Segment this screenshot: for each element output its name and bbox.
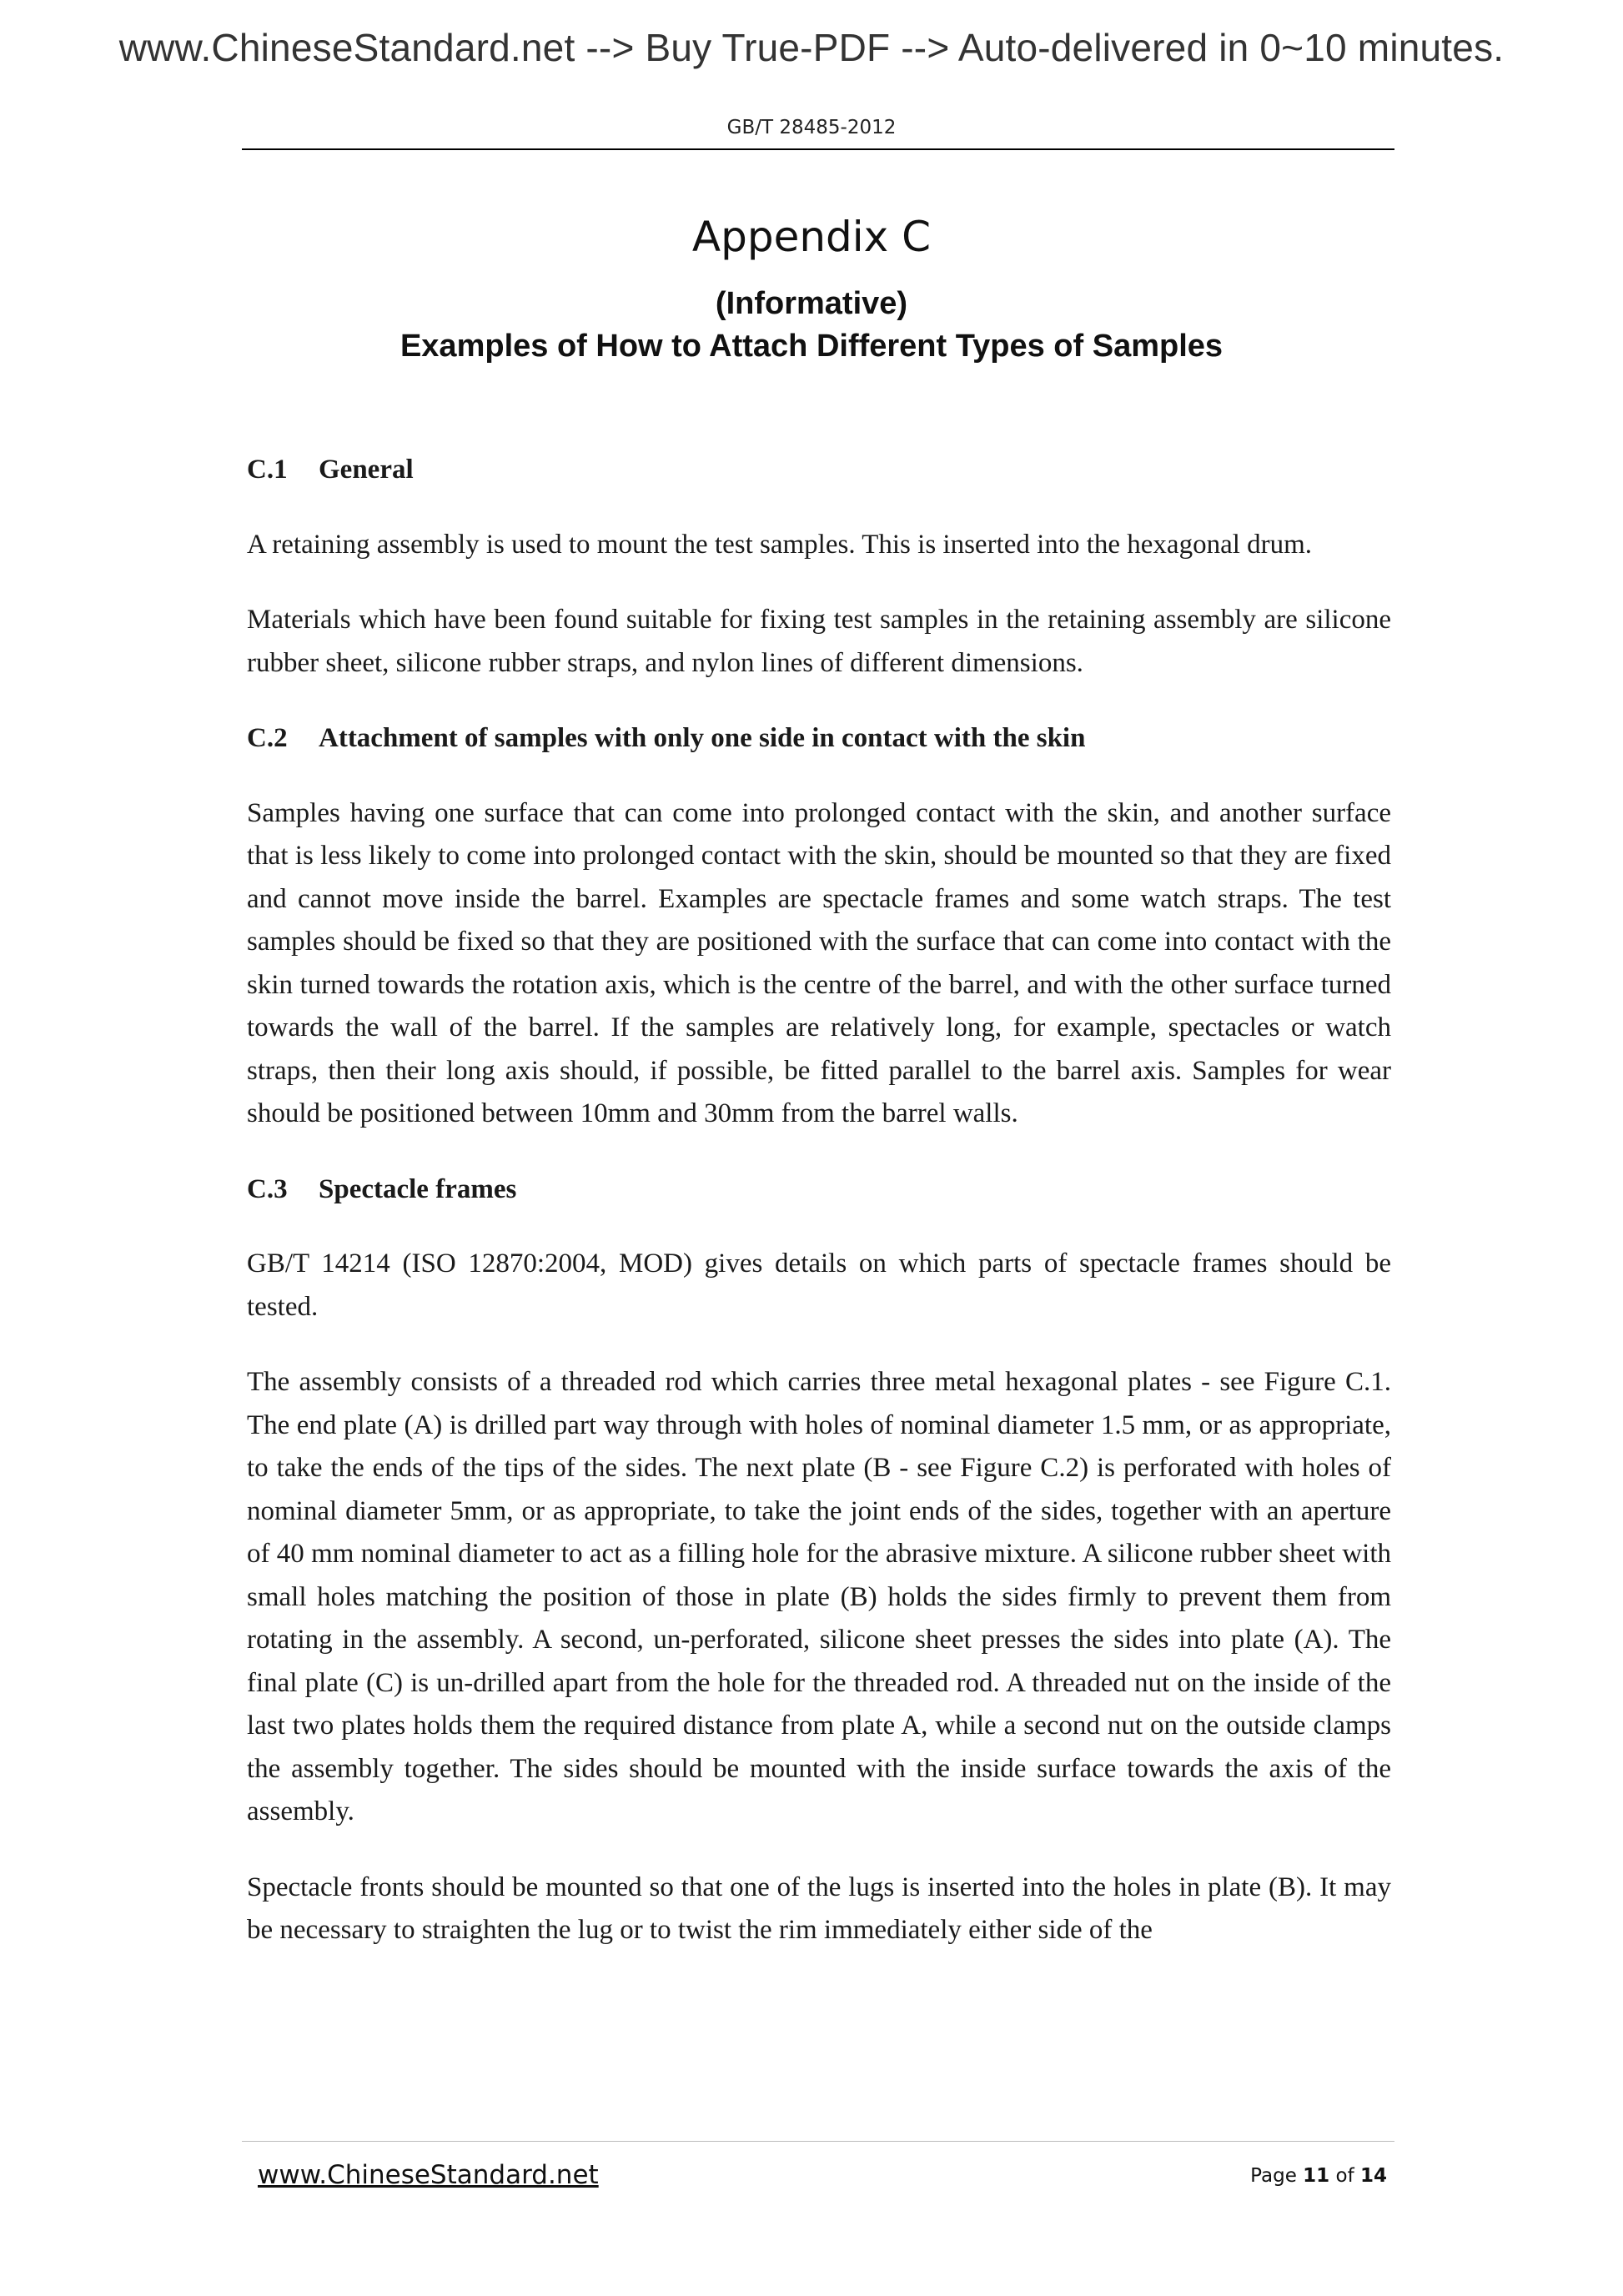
section-heading — [247, 717, 1391, 761]
header-divider — [242, 148, 1394, 150]
footer-divider — [242, 2141, 1394, 2142]
section-title: Attachment of samples with only one side in contact with the skin — [319, 723, 1086, 753]
section-heading — [247, 449, 1391, 492]
section-title: Spectacle frames — [319, 1173, 517, 1204]
paragraph: The assembly consists of a threaded rod which carries three metal hexagonal plates - see Figure C.1. The end plate (A) is drilled part way through with holes of nominal diameter 1.5 mm, or as appropriate, to take the ends of the tips of the sides. The next plate (B - see Figure C.2) is perforated with holes of nominal diameter 5mm, or as appropriate, to take the joint ends of the sides, together with an aperture of 40 mm nominal diameter to act as a filling hole for the abrasive mixture. A silicone rubber sheet with small holes matching the position of those in plate (B) holds the sides firmly to prevent them from rotating in the assembly. A second, un-perforated, silicone sheet presses the sides into plate (A). The final plate (C) is un-drilled apart from the hole for the threaded rod. A threaded nut on the inside of the last two plates holds them the required distance from plate A, while a second nut on the outside clamps the assembly together. The sides should be mounted with the inside surface towards the axis of the assembly. — [247, 1367, 1391, 1826]
section-number: C.1 — [247, 455, 288, 485]
document-body — [247, 449, 1391, 1985]
page-total: 14 — [1359, 2165, 1387, 2187]
appendix-subtitle: (Informative) — [715, 286, 908, 321]
section-c1 — [247, 449, 1391, 685]
page-of-label: of — [1335, 2165, 1354, 2187]
appendix-title: Appendix C — [691, 213, 932, 261]
section-c3 — [247, 1168, 1391, 1952]
paragraph: Spectacle fronts should be mounted so that one of the lugs is inserted into the holes in plate (B). It may be necessary to straighten the lug or to twist the rim immediately either side of the — [247, 1871, 1391, 1945]
section-c2 — [247, 717, 1391, 1136]
section-number: C.3 — [247, 1173, 288, 1204]
page-current: 11 — [1303, 2165, 1330, 2187]
section-heading — [247, 1168, 1391, 1212]
footer-site-link[interactable]: www.ChineseStandard.net — [258, 2160, 599, 2190]
page-number — [1250, 2165, 1387, 2187]
site-banner[interactable]: www.ChineseStandard.net --> Buy True-PDF --> Auto-delivered in 0~10 minutes. — [118, 26, 1505, 69]
document-code: GB/T 28485-2012 — [726, 117, 897, 138]
paragraph: GB/T 14214 (ISO 12870:2004, MOD) gives details on which parts of spectacle frames should be tested. — [247, 1248, 1391, 1322]
section-number: C.2 — [247, 723, 288, 753]
paragraph: Materials which have been found suitable for fixing test samples in the retaining assembly are silicone rubber sheet, silicone rubber straps, and nylon lines of different dimensions. — [247, 605, 1391, 678]
section-title: General — [319, 455, 414, 485]
paragraph: A retaining assembly is used to mount the test samples. This is inserted into the hexagonal drum. — [247, 529, 1313, 560]
page-label: Page — [1250, 2165, 1297, 2187]
paragraph: Samples having one surface that can come into prolonged contact with the skin, and another surface that is less likely to come into prolonged contact with the skin, should be mounted so that they are fixed and cannot move inside the barrel. Examples are spectacle frames and some watch straps. The test samples should be fixed so that they are positioned with the surface that can come into contact with the skin turned towards the rotation axis, which is the centre of the barrel, and with the other surface turned towards the wall of the barrel. If the samples are relatively long, for example, spectacles or watch straps, then their long axis should, if possible, be fitted parallel to the barrel axis. Samples for wear should be positioned between 10mm and 30mm from the barrel walls. — [247, 797, 1391, 1128]
appendix-heading: Examples of How to Attach Different Types of Samples — [399, 329, 1224, 364]
